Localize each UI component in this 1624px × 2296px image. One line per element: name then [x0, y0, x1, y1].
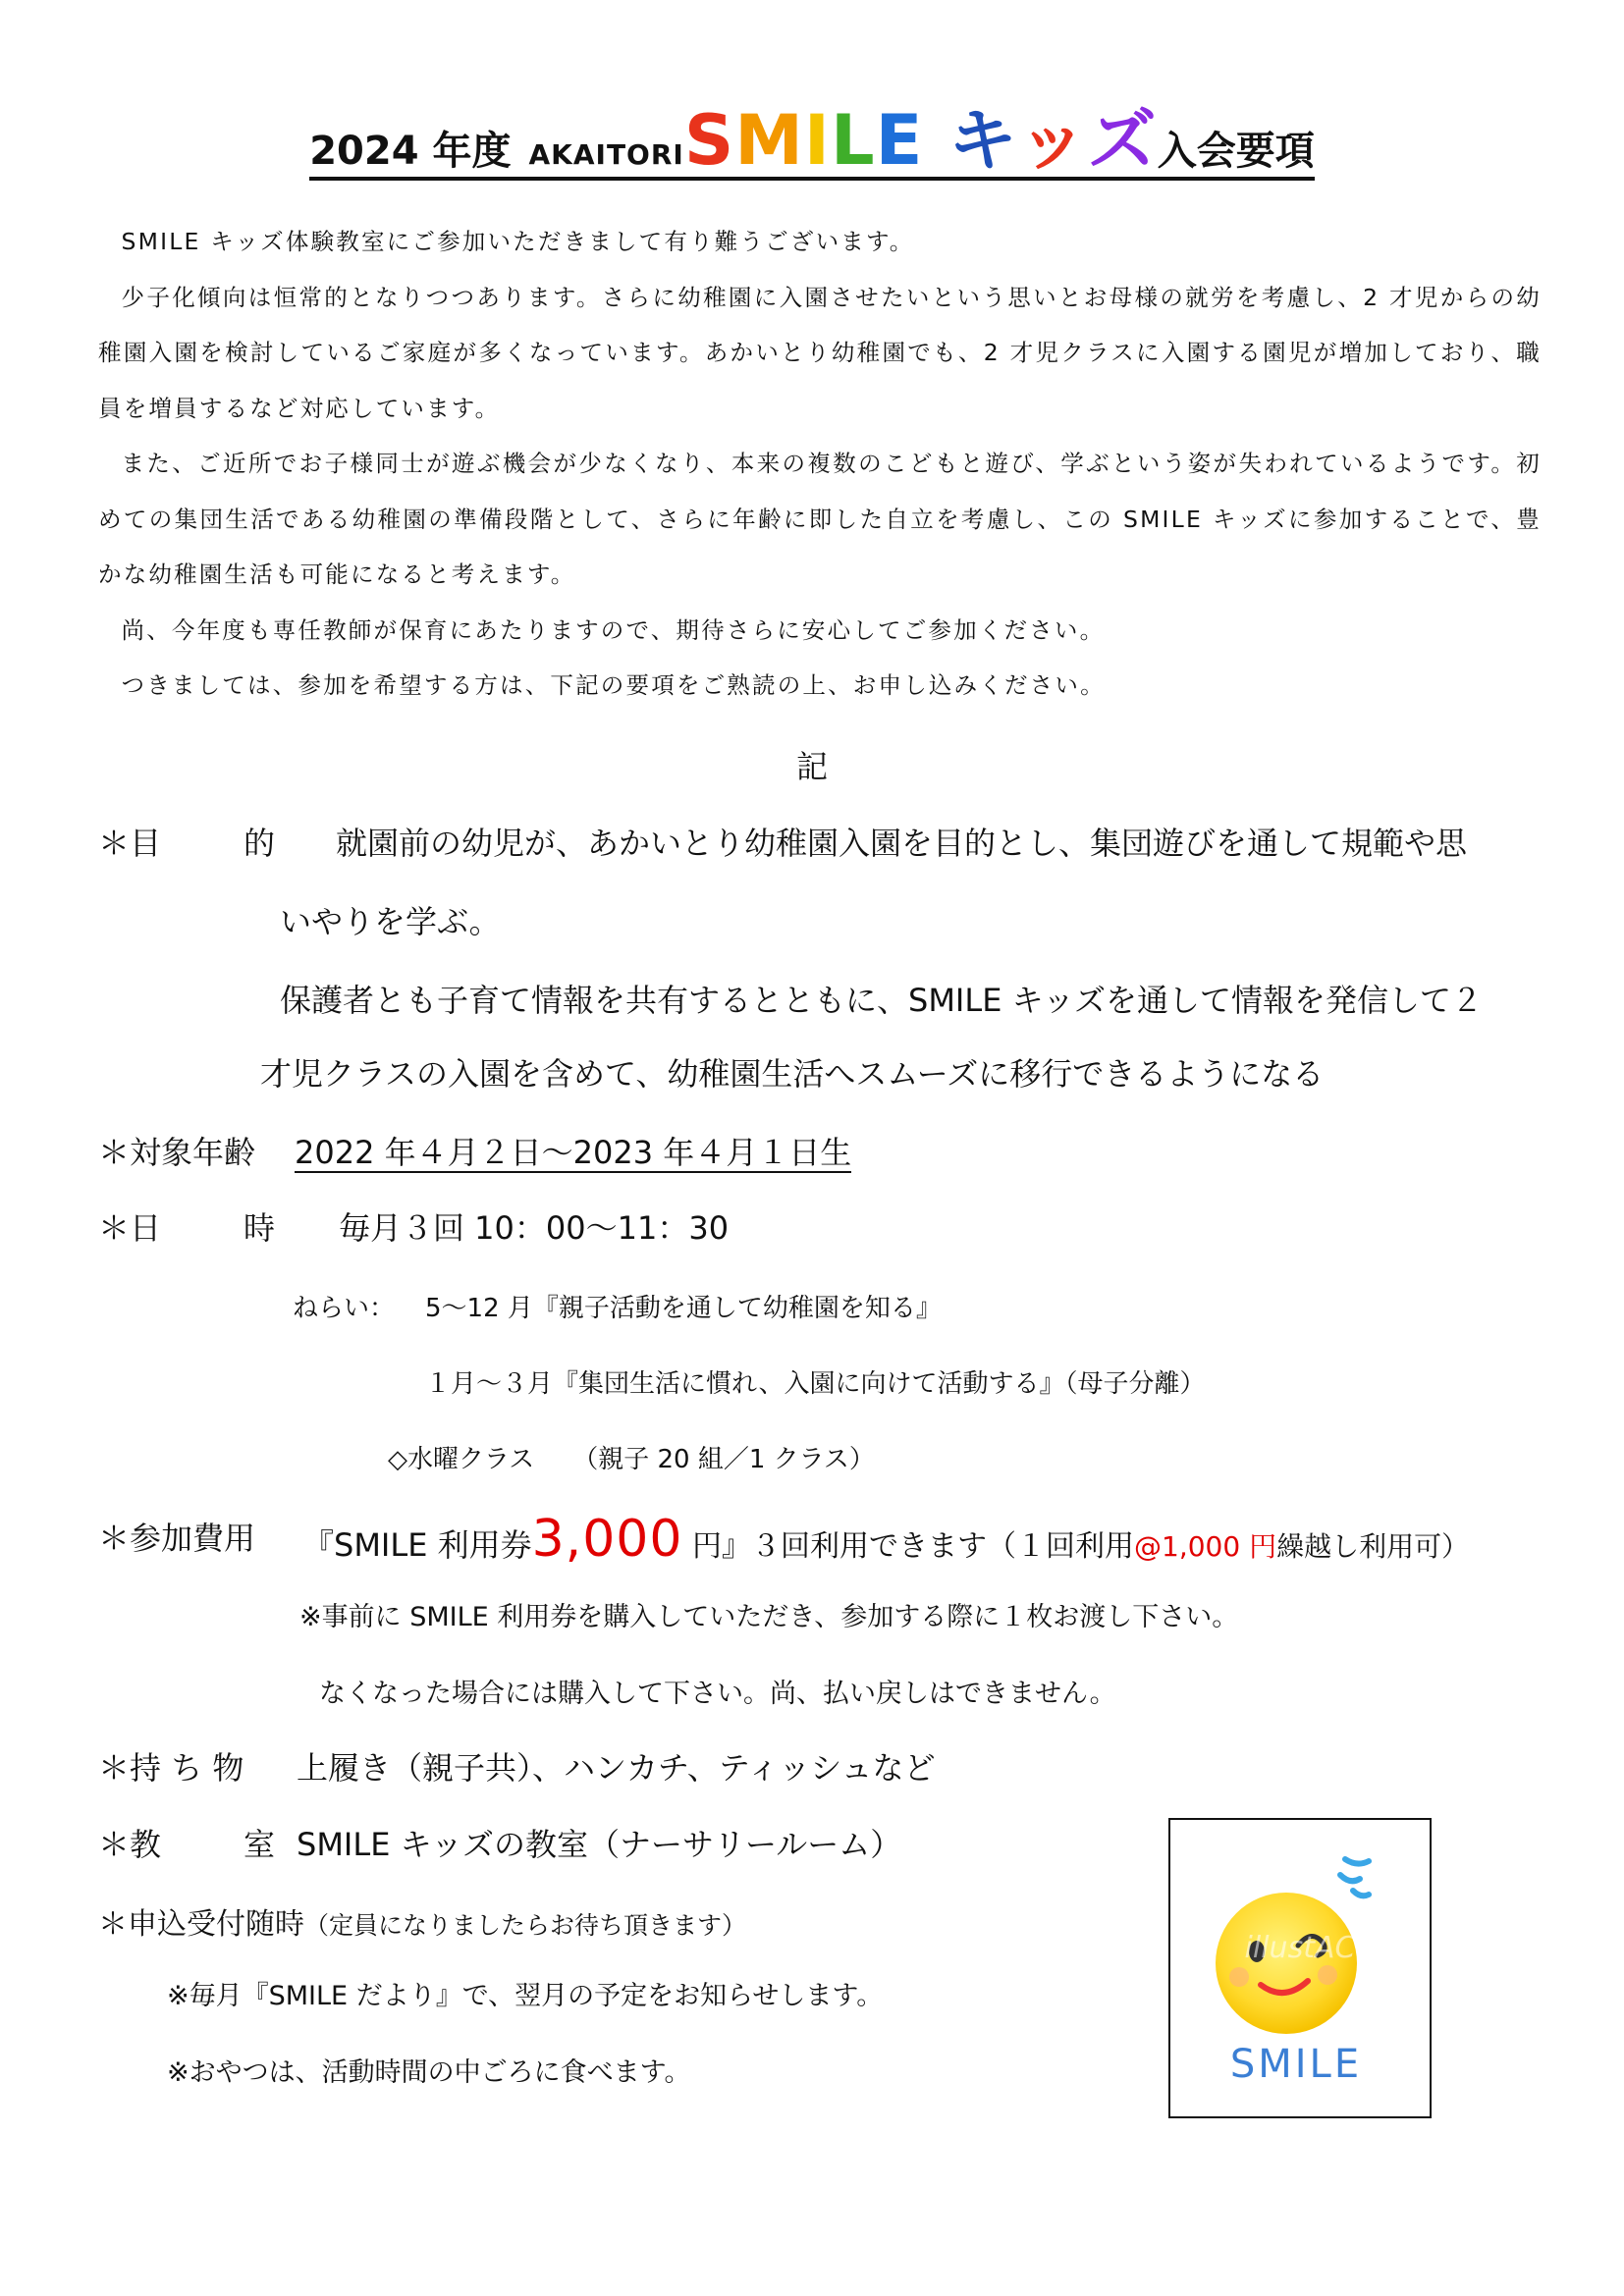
purpose-label-b: 的	[244, 825, 276, 862]
purpose-line-3: 保護者とも子育て情報を共有するとともに、SMILE キッズを通して情報を発信して２	[280, 982, 1483, 1019]
intro-paragraph: SMILE キッズ体験教室にご参加いただきまして有り難うございます。	[121, 228, 915, 255]
intro-paragraph: また、ご近所でお子様同士が遊ぶ機会が少なくなり、本来の複数のこどもと遊び、学ぶという姿が失われているようです。初めての集団生活である幼稚園の準備段階として、さらに年齢に即した自立を考慮し、この SMILE キッズに参加することで、豊かな幼稚園生活も可能になると考えます。	[98, 450, 1542, 588]
logo-letter: I	[803, 100, 831, 181]
purpose-line-4: 才児クラスの入園を含めて、幼稚園生活へスムーズに移行できるようになる	[260, 1055, 1325, 1093]
smile-face-icon	[1170, 1820, 1430, 2116]
fee-tail: 繰越し利用可）	[1276, 1530, 1470, 1563]
logo-letter: ッ	[1017, 100, 1088, 181]
fee-note-1: ※事前に SMILE 利用券を購入していただき、参加する際に１枚お渡し下さい。	[299, 1602, 1239, 1632]
application-label: ＊申込受付随時	[98, 1907, 304, 1942]
fee-close: 円』３回利用できます（１回利用	[682, 1529, 1135, 1564]
logo-letter: キ	[947, 100, 1018, 181]
purpose-line-1: 就園前の幼児が、あかいとり幼稚園入園を目的とし、集団遊びを通して規範や思	[336, 825, 1468, 862]
fee-unit-price: @1,000 円	[1134, 1530, 1277, 1563]
intro-paragraph: つきましては、参加を希望する方は、下記の要項をご熟読の上、お申し込みください。	[121, 671, 1106, 699]
title-prefix: AKAITORI	[528, 138, 684, 171]
watermark-text: illustAC	[1244, 1931, 1356, 1965]
purpose-line-2: いやりを学ぶ。	[280, 903, 501, 940]
page-title	[0, 100, 1624, 181]
aim-label: ねらい：	[293, 1294, 396, 1323]
smile-kids-logo	[684, 100, 1158, 181]
schedule-label-a: ＊日	[98, 1209, 162, 1247]
fee-price: 3,000	[531, 1510, 683, 1569]
schedule-label-b: 時	[244, 1209, 276, 1247]
room-label-a: ＊教	[98, 1826, 162, 1863]
logo-letter: M	[734, 100, 804, 181]
logo-letter: S	[683, 100, 735, 181]
intro-text	[98, 214, 1542, 714]
application-note: （定員になりましたらお待ち頂きます）	[304, 1911, 747, 1940]
room-value: SMILE キッズの教室（ナーサリールーム）	[297, 1826, 902, 1863]
schedule-label	[98, 1209, 275, 1247]
target-value: 2022 年４月２日～2023 年４月１日生	[295, 1134, 852, 1171]
logo-letter: L	[830, 100, 876, 181]
room-label-b: 室	[244, 1826, 276, 1863]
intro-paragraph: 少子化傾向は恒常的となりつつあります。さらに幼稚園に入園させたいという思いとお母様の就労を考慮し、2 才児からの幼稚園入園を検討しているご家庭が多くなっています。あかいとり幼稚園でも、2 才児クラスに入園する園児が増加しており、職員を増員するなど対応しています。	[98, 283, 1542, 422]
belongings-label: ＊持 ち 物	[98, 1749, 244, 1787]
belongings-value: 上履き（親子共）、ハンカチ、ティッシュなど	[297, 1749, 936, 1787]
room-label	[98, 1826, 275, 1863]
intro-paragraph: 尚、今年度も専任教師が保育にあたりますので、期待さらに安心してご参加ください。	[121, 615, 1106, 644]
fee-value	[302, 1508, 1469, 1578]
schedule-value: 毎月３回 10：00～11：30	[339, 1209, 730, 1247]
logo-letter: ズ	[1087, 100, 1158, 181]
fee-label: ＊参加費用	[98, 1520, 256, 1557]
wednesday-class: ◇水曜クラス （親子 20 組／1 クラス）	[388, 1445, 875, 1474]
logo-letter: E	[875, 100, 924, 181]
application-note-2: ※おやつは、活動時間の中ごろに食べます。	[167, 2057, 691, 2088]
fee-note-2: なくなった場合には購入して下さい。尚、払い戻しはできません。	[319, 1679, 1116, 1709]
title-underline	[309, 100, 1315, 181]
aim-line-1: 5～12 月『親子活動を通して幼稚園を知る』	[425, 1294, 942, 1323]
application-note-1: ※毎月『SMILE だより』で、翌月の予定をお知らせします。	[167, 1981, 884, 2011]
application	[98, 1904, 746, 1943]
title-year: 2024 年度	[309, 129, 512, 174]
purpose-label	[98, 825, 275, 862]
fee-open: 『SMILE 利用券	[302, 1526, 532, 1564]
purpose-label-a: ＊目	[98, 825, 162, 862]
logo-letter	[923, 106, 947, 175]
aim-line-2: １月～３月『集団生活に慣れ、入園に向けて活動する』（母子分離）	[425, 1369, 1206, 1399]
smile-illustration	[1168, 1818, 1432, 2118]
ki-heading: 記	[795, 748, 828, 785]
target-label: ＊対象年齢	[98, 1134, 256, 1171]
title-suffix: 入会要項	[1157, 129, 1315, 174]
smile-image-text: SMILE	[1229, 2042, 1363, 2087]
